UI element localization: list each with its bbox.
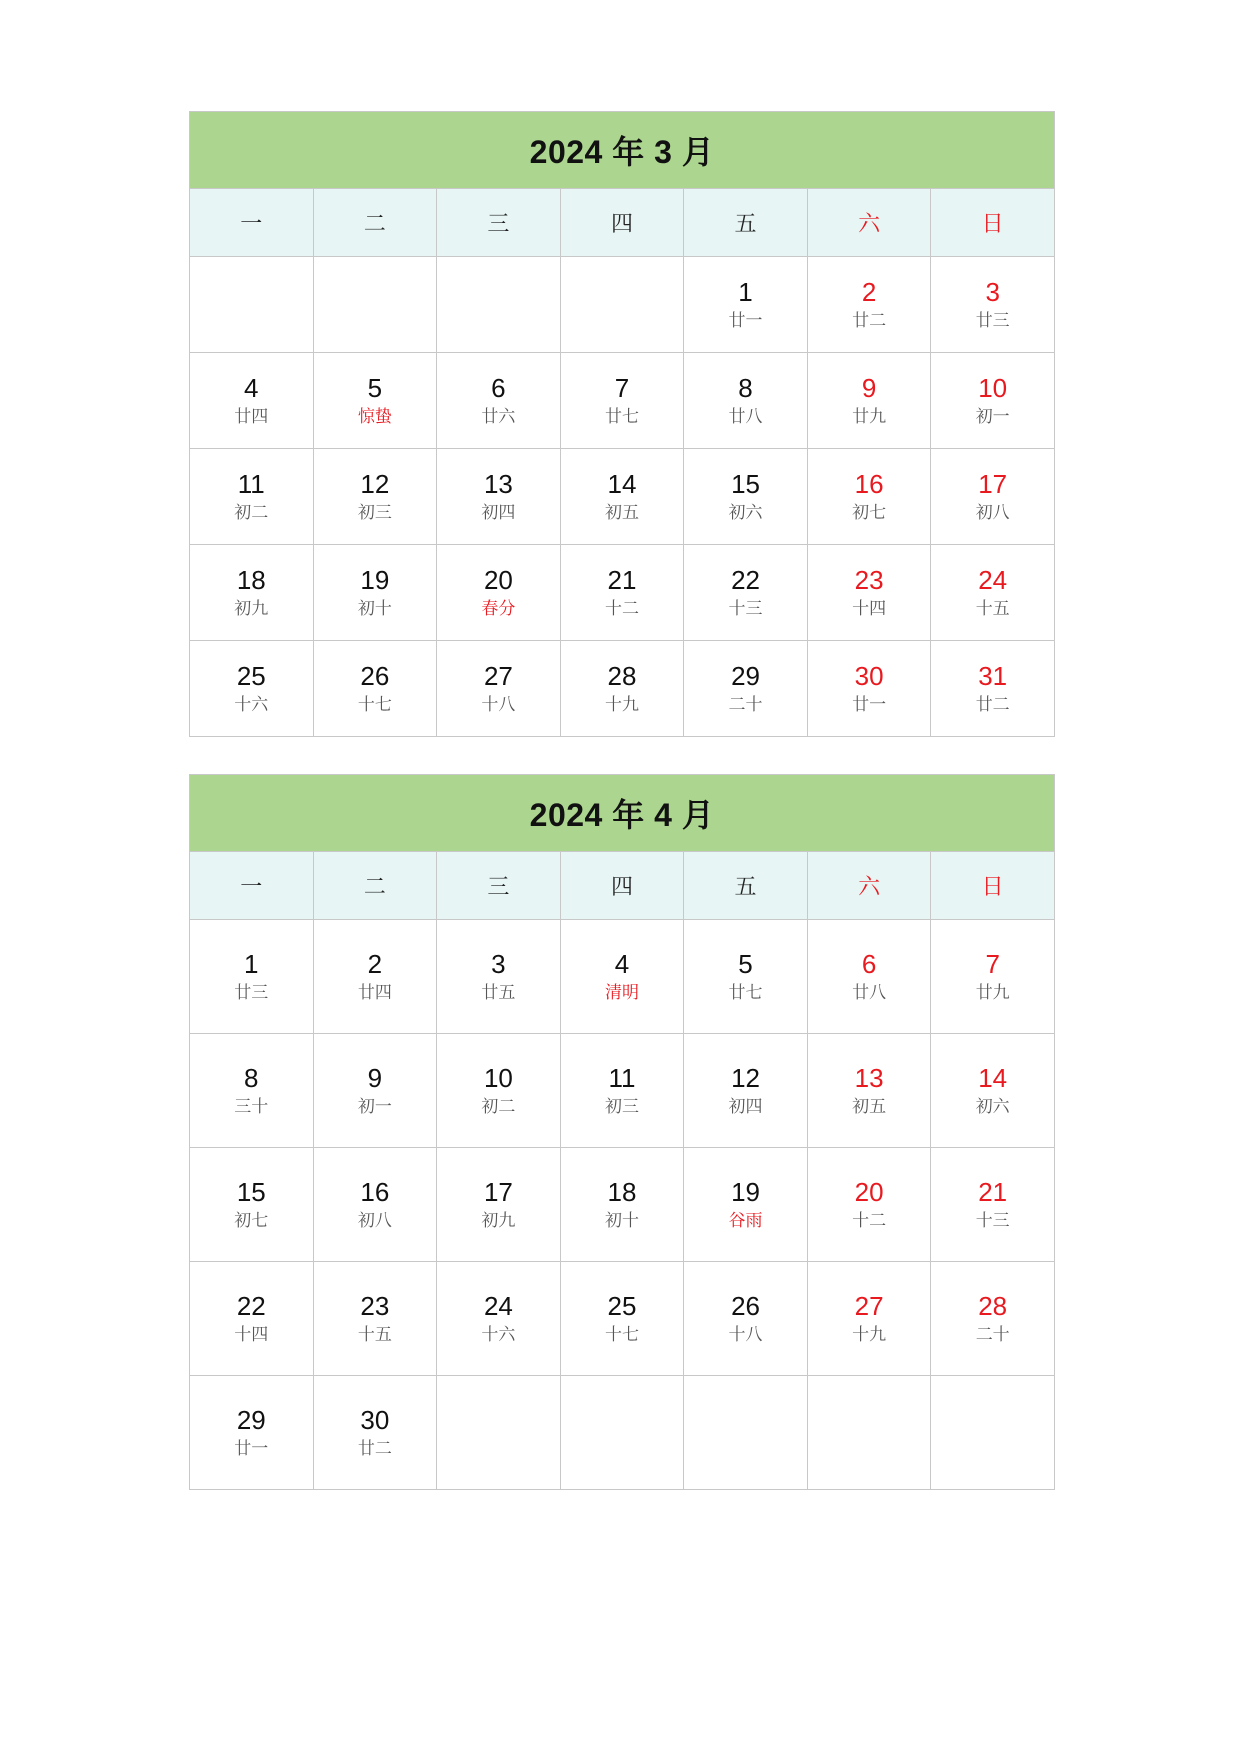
day-number: 23 <box>360 1290 390 1321</box>
day-cell <box>931 449 1055 545</box>
lunar-date: 廿二 <box>357 1438 392 1459</box>
day-number: 31 <box>978 660 1008 691</box>
day-number: 6 <box>861 948 877 979</box>
lunar-date: 十二 <box>852 1210 887 1231</box>
day-cell <box>931 1148 1055 1262</box>
day-number: 9 <box>861 372 877 403</box>
lunar-date: 廿五 <box>481 982 516 1003</box>
day-cell <box>190 641 314 737</box>
lunar-date: 十四 <box>852 598 887 619</box>
day-number: 14 <box>978 1062 1008 1093</box>
day-number: 15 <box>731 468 760 499</box>
lunar-date: 十六 <box>234 694 269 715</box>
day-cell <box>190 353 314 449</box>
day-number: 13 <box>854 1062 884 1093</box>
day-number: 3 <box>491 948 506 979</box>
lunar-date: 十五 <box>975 598 1010 619</box>
weekday-thu: 四 <box>560 852 684 920</box>
weekday-sat: 六 <box>807 852 931 920</box>
day-number: 26 <box>360 660 390 691</box>
day-number: 25 <box>607 1290 637 1321</box>
day-cell <box>931 545 1055 641</box>
day-cell <box>437 1034 561 1148</box>
lunar-date: 三十 <box>234 1096 269 1117</box>
weekday-fri: 五 <box>684 189 808 257</box>
day-number: 15 <box>236 1176 266 1207</box>
lunar-date: 初八 <box>357 1210 392 1231</box>
lunar-date: 十七 <box>604 1324 639 1345</box>
empty-day-cell <box>684 1376 808 1490</box>
day-number: 25 <box>236 660 266 691</box>
calendar-april <box>189 774 1055 1490</box>
lunar-date: 廿三 <box>234 982 269 1003</box>
lunar-date: 初九 <box>481 1210 516 1231</box>
lunar-date: 二十 <box>728 694 763 715</box>
day-number: 14 <box>607 468 637 499</box>
lunar-date: 廿九 <box>852 406 887 427</box>
day-cell <box>190 545 314 641</box>
solar-term-label: 清明 <box>604 982 639 1003</box>
day-cell <box>684 353 808 449</box>
empty-day-cell <box>313 257 437 353</box>
lunar-date: 廿二 <box>975 694 1010 715</box>
lunar-date: 廿九 <box>975 982 1010 1003</box>
day-cell <box>807 449 931 545</box>
day-number: 24 <box>978 564 1008 595</box>
solar-term-label: 惊蛰 <box>357 406 392 427</box>
day-cell <box>313 353 437 449</box>
lunar-date: 初九 <box>234 598 269 619</box>
day-number: 29 <box>236 1404 266 1435</box>
lunar-date: 初四 <box>728 1096 763 1117</box>
day-cell <box>190 449 314 545</box>
day-cell <box>931 641 1055 737</box>
day-cell <box>437 545 561 641</box>
day-cell <box>931 1034 1055 1148</box>
weekday-header-row <box>190 189 1055 257</box>
lunar-date: 初七 <box>234 1210 269 1231</box>
day-cell <box>313 1148 437 1262</box>
week-row <box>190 641 1055 737</box>
lunar-date: 初十 <box>357 598 392 619</box>
day-number: 5 <box>738 948 753 979</box>
weekday-thu: 四 <box>560 189 684 257</box>
day-number: 7 <box>985 948 1000 979</box>
lunar-date: 二十 <box>975 1324 1010 1345</box>
day-cell <box>313 1262 437 1376</box>
day-number: 28 <box>607 660 637 691</box>
day-number: 24 <box>483 1290 513 1321</box>
week-row <box>190 1262 1055 1376</box>
day-cell <box>190 920 314 1034</box>
calendar-march <box>189 111 1055 737</box>
lunar-date: 廿一 <box>852 694 887 715</box>
day-number: 21 <box>978 1176 1008 1207</box>
lunar-date: 初七 <box>852 502 887 523</box>
lunar-date: 初四 <box>481 502 516 523</box>
day-cell <box>560 449 684 545</box>
day-cell <box>560 545 684 641</box>
day-number: 11 <box>608 1062 636 1093</box>
day-number: 17 <box>978 468 1008 499</box>
lunar-date: 十四 <box>234 1324 269 1345</box>
week-row <box>190 1034 1055 1148</box>
lunar-date: 初一 <box>975 406 1010 427</box>
lunar-date: 初六 <box>728 502 763 523</box>
day-number: 16 <box>854 468 884 499</box>
day-number: 29 <box>731 660 760 691</box>
day-cell <box>807 1034 931 1148</box>
day-cell <box>807 1148 931 1262</box>
day-cell <box>807 1262 931 1376</box>
empty-day-cell <box>560 257 684 353</box>
calendar-title: 2024 年 4 月 <box>190 775 1055 852</box>
day-cell <box>190 1376 314 1490</box>
day-number: 26 <box>731 1290 760 1321</box>
calendar-title: 2024 年 3 月 <box>190 112 1055 189</box>
day-cell <box>560 1148 684 1262</box>
day-cell <box>313 920 437 1034</box>
day-cell <box>807 545 931 641</box>
week-row <box>190 920 1055 1034</box>
empty-day-cell <box>437 257 561 353</box>
day-cell <box>931 920 1055 1034</box>
day-number: 21 <box>607 564 637 595</box>
day-cell <box>807 920 931 1034</box>
day-cell <box>684 1262 808 1376</box>
day-cell <box>313 641 437 737</box>
day-cell <box>684 641 808 737</box>
lunar-date: 初三 <box>357 502 392 523</box>
day-number: 8 <box>244 1062 259 1093</box>
day-number: 20 <box>483 564 513 595</box>
lunar-date: 廿八 <box>728 406 763 427</box>
lunar-date: 廿六 <box>481 406 516 427</box>
day-cell <box>684 920 808 1034</box>
day-number: 6 <box>491 372 506 403</box>
empty-day-cell <box>190 257 314 353</box>
day-number: 2 <box>367 948 383 979</box>
day-number: 3 <box>985 276 1000 307</box>
day-cell <box>313 1034 437 1148</box>
day-cell <box>437 1262 561 1376</box>
day-cell <box>807 641 931 737</box>
weekday-tue: 二 <box>313 852 437 920</box>
lunar-date: 廿八 <box>852 982 887 1003</box>
lunar-date: 十六 <box>481 1324 516 1345</box>
day-number: 28 <box>978 1290 1008 1321</box>
day-number: 10 <box>978 372 1008 403</box>
day-cell <box>807 353 931 449</box>
day-number: 22 <box>731 564 760 595</box>
day-cell <box>560 1262 684 1376</box>
lunar-date: 十七 <box>357 694 392 715</box>
solar-term-label: 谷雨 <box>728 1210 763 1231</box>
lunar-date: 廿四 <box>357 982 392 1003</box>
weekday-sun: 日 <box>931 852 1055 920</box>
weekday-wed: 三 <box>437 852 561 920</box>
day-cell <box>313 545 437 641</box>
week-row <box>190 545 1055 641</box>
day-cell <box>437 641 561 737</box>
day-number: 9 <box>367 1062 383 1093</box>
lunar-date: 廿四 <box>234 406 269 427</box>
weekday-header-row <box>190 852 1055 920</box>
day-cell <box>684 449 808 545</box>
day-cell <box>560 353 684 449</box>
day-number: 11 <box>237 468 265 499</box>
day-number: 12 <box>731 1062 760 1093</box>
day-cell <box>560 641 684 737</box>
lunar-date: 廿一 <box>728 310 763 331</box>
day-number: 17 <box>483 1176 513 1207</box>
lunar-date: 十三 <box>728 598 763 619</box>
lunar-date: 廿七 <box>728 982 763 1003</box>
day-number: 10 <box>483 1062 513 1093</box>
day-number: 20 <box>854 1176 884 1207</box>
day-number: 16 <box>360 1176 390 1207</box>
day-cell <box>684 545 808 641</box>
lunar-date: 初十 <box>604 1210 639 1231</box>
day-number: 8 <box>738 372 753 403</box>
day-cell <box>931 353 1055 449</box>
day-cell <box>684 1148 808 1262</box>
lunar-date: 初五 <box>604 502 639 523</box>
day-number: 23 <box>854 564 884 595</box>
lunar-date: 十三 <box>975 1210 1010 1231</box>
day-number: 1 <box>738 276 753 307</box>
day-number: 4 <box>614 948 630 979</box>
lunar-date: 初二 <box>481 1096 516 1117</box>
weekday-tue: 二 <box>313 189 437 257</box>
day-cell <box>437 353 561 449</box>
lunar-date: 十九 <box>852 1324 887 1345</box>
lunar-date: 十五 <box>357 1324 392 1345</box>
day-cell <box>313 449 437 545</box>
day-number: 18 <box>607 1176 637 1207</box>
day-cell <box>807 257 931 353</box>
lunar-date: 十二 <box>604 598 639 619</box>
lunar-date: 廿七 <box>604 406 639 427</box>
day-number: 18 <box>236 564 266 595</box>
lunar-date: 初三 <box>604 1096 639 1117</box>
day-cell <box>437 920 561 1034</box>
day-number: 30 <box>360 1404 390 1435</box>
day-number: 5 <box>367 372 383 403</box>
lunar-date: 廿二 <box>852 310 887 331</box>
day-cell <box>684 257 808 353</box>
day-cell <box>560 920 684 1034</box>
lunar-date: 廿一 <box>234 1438 269 1459</box>
day-cell <box>437 1148 561 1262</box>
day-number: 19 <box>360 564 390 595</box>
empty-day-cell <box>437 1376 561 1490</box>
week-row <box>190 353 1055 449</box>
week-row <box>190 1148 1055 1262</box>
day-cell <box>931 1262 1055 1376</box>
day-cell <box>190 1262 314 1376</box>
lunar-date: 初六 <box>975 1096 1010 1117</box>
day-cell <box>931 257 1055 353</box>
day-number: 19 <box>731 1176 760 1207</box>
day-number: 2 <box>861 276 877 307</box>
empty-day-cell <box>560 1376 684 1490</box>
weekday-wed: 三 <box>437 189 561 257</box>
day-cell <box>560 1034 684 1148</box>
weekday-sat: 六 <box>807 189 931 257</box>
day-number: 1 <box>244 948 259 979</box>
empty-day-cell <box>931 1376 1055 1490</box>
lunar-date: 初五 <box>852 1096 887 1117</box>
lunar-date: 十八 <box>481 694 516 715</box>
empty-day-cell <box>807 1376 931 1490</box>
day-number: 30 <box>854 660 884 691</box>
weekday-mon: 一 <box>190 189 314 257</box>
week-row <box>190 1376 1055 1490</box>
week-row <box>190 449 1055 545</box>
lunar-date: 廿三 <box>975 310 1010 331</box>
day-number: 4 <box>244 372 259 403</box>
week-row <box>190 257 1055 353</box>
day-cell <box>437 449 561 545</box>
day-cell <box>313 1376 437 1490</box>
day-number: 27 <box>483 660 513 691</box>
day-number: 27 <box>854 1290 884 1321</box>
day-number: 12 <box>360 468 390 499</box>
lunar-date: 初一 <box>357 1096 392 1117</box>
day-cell <box>190 1148 314 1262</box>
solar-term-label: 春分 <box>481 598 516 619</box>
day-cell <box>190 1034 314 1148</box>
day-number: 13 <box>483 468 513 499</box>
lunar-date: 十八 <box>728 1324 763 1345</box>
day-number: 22 <box>236 1290 266 1321</box>
weekday-fri: 五 <box>684 852 808 920</box>
lunar-date: 十九 <box>604 694 639 715</box>
day-cell <box>684 1034 808 1148</box>
day-number: 7 <box>614 372 630 403</box>
weekday-mon: 一 <box>190 852 314 920</box>
lunar-date: 初八 <box>975 502 1010 523</box>
lunar-date: 初二 <box>234 502 269 523</box>
weekday-sun: 日 <box>931 189 1055 257</box>
